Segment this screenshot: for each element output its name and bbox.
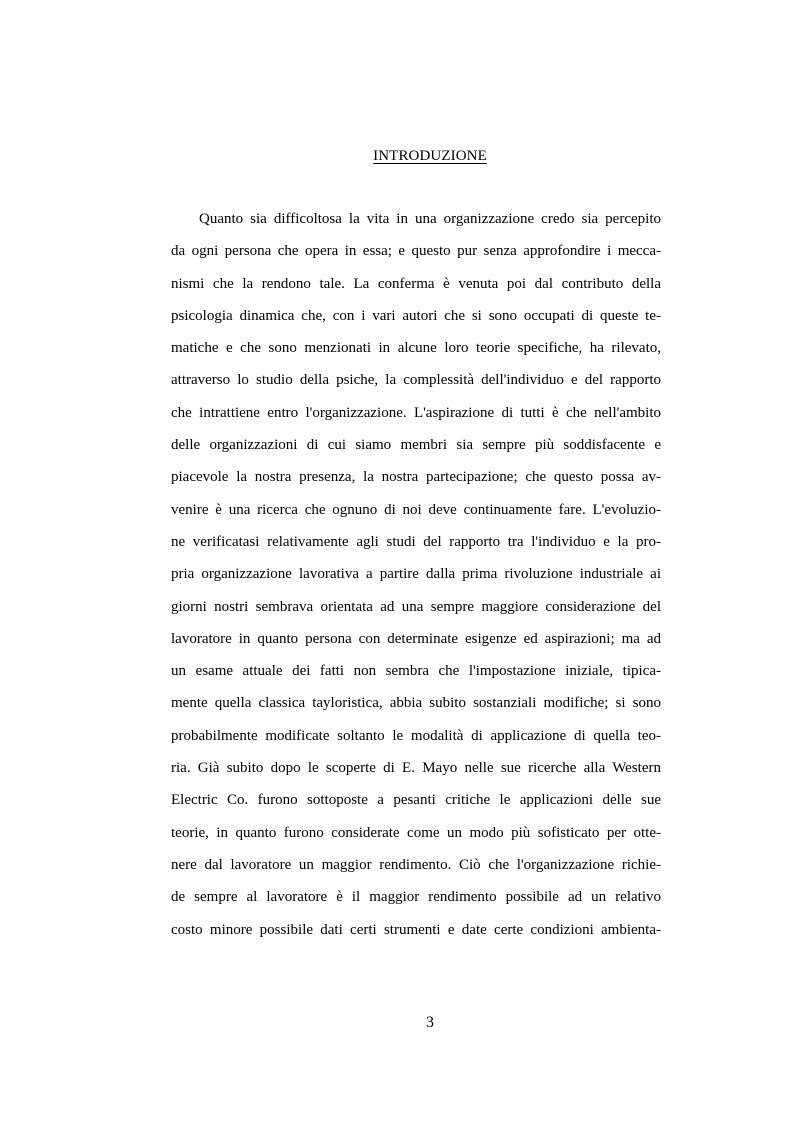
text-line: nismi che la rendono tale. La conferma è venuta poi dal contributo della bbox=[171, 275, 661, 292]
text-line: Electric Co. furono sottoposte a pesanti critiche le applicazioni delle sue bbox=[171, 792, 661, 809]
text-line: pria organizzazione lavorativa a partire dalla prima rivoluzione industriale ai bbox=[171, 566, 661, 583]
text-line: ne verificatasi relativamente agli studi del rapporto tra l'individuo e la pro- bbox=[171, 533, 661, 550]
text-line: de sempre al lavoratore è il maggior rendimento possibile ad un relativo bbox=[171, 889, 661, 906]
text-line: matiche e che sono menzionati in alcune loro teorie specifiche, ha rilevato, bbox=[171, 340, 661, 357]
text-line: psicologia dinamica che, con i vari autori che si sono occupati di queste te- bbox=[171, 307, 661, 324]
text-line: lavoratore in quanto persona con determinate esigenze ed aspirazioni; ma ad bbox=[171, 630, 661, 647]
text-line: Quanto sia difficoltosa la vita in una organizzazione credo sia percepito bbox=[199, 211, 661, 227]
body-paragraph bbox=[171, 206, 661, 949]
text-line: giorni nostri sembrava orientata ad una sempre maggiore considerazione del bbox=[171, 598, 661, 615]
text-line: ria. Già subito dopo le scoperte di E. Mayo nelle sue ricerche alla Western bbox=[171, 760, 661, 777]
chapter-title: INTRODUZIONE bbox=[373, 148, 487, 164]
text-line: mente quella classica tayloristica, abbia subito sostanziali modifiche; si sono bbox=[171, 695, 661, 712]
text-line: teorie, in quanto furono considerate come un modo più sofisticato per otte- bbox=[171, 824, 661, 841]
text-line: costo minore possibile dati certi strumenti e date certe condizioni ambienta- bbox=[171, 921, 661, 938]
page-number: 3 bbox=[426, 1014, 434, 1031]
text-line: probabilmente modificate soltanto le modalità di applicazione di quella teo- bbox=[171, 727, 661, 744]
text-line: piacevole la nostra presenza, la nostra partecipazione; che questo possa av- bbox=[171, 469, 661, 486]
text-line: delle organizzazioni di cui siamo membri sia sempre più soddisfacente e bbox=[171, 437, 661, 454]
text-line: nere dal lavoratore un maggior rendimento. Ciò che l'organizzazione richie- bbox=[171, 856, 661, 873]
text-line: attraverso lo studio della psiche, la complessità dell'individuo e del rapporto bbox=[171, 372, 661, 389]
text-line: venire è una ricerca che ognuno di noi deve continuamente fare. L'evoluzio- bbox=[171, 501, 661, 518]
text-line: da ogni persona che opera in essa; e questo pur senza approfondire i mecca- bbox=[171, 243, 661, 260]
text-line: che intrattiene entro l'organizzazione. L'aspirazione di tutti è che nell'ambito bbox=[171, 404, 661, 421]
text-line: un esame attuale dei fatti non sembra che l'impostazione iniziale, tipica- bbox=[171, 663, 661, 680]
